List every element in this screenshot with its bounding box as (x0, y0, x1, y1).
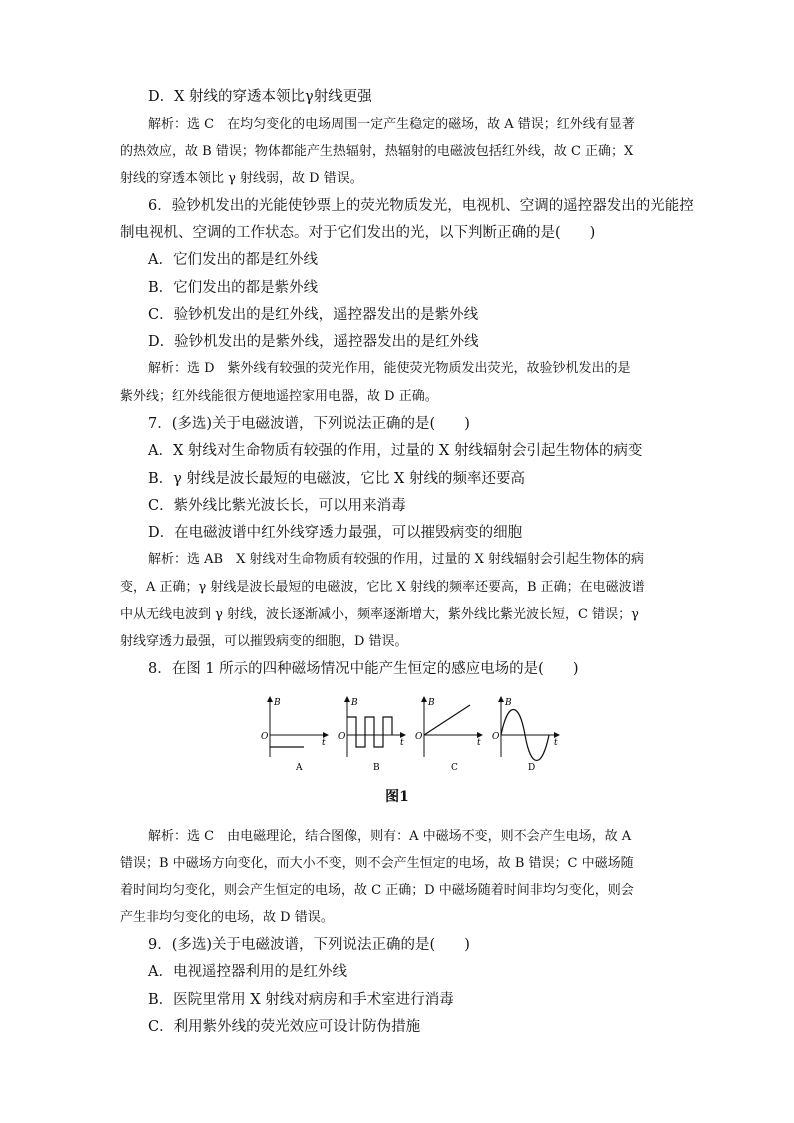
panel-label-c: C (451, 763, 458, 773)
origin-label: O (338, 732, 346, 742)
text-line: 着时间均匀变化，则会产生恒定的电场，故 C 正确；D 中磁场随着时间非均匀变化，则会 (120, 883, 634, 898)
text-line: C．验钞机发出的是红外线，遥控器发出的是紫外线 (148, 307, 479, 323)
panel-label-d: D (528, 763, 536, 773)
text-line: 6．验钞机发出的光能使钞票上的荧光物质发光，电视机、空调的遥控器发出的光能控 (148, 198, 694, 214)
text-line: B．医院里常用 X 射线对病房和手术室进行消毒 (148, 992, 454, 1008)
axis-label-b: B (274, 698, 281, 708)
graph-panel-c (415, 697, 482, 773)
text-line: C．利用紫外线的荧光效应可设计防伪措施 (148, 1019, 421, 1035)
text-line: 射线的穿透本领比 γ 射线弱，故 D 错误。 (120, 171, 363, 186)
figure-caption: 图1 (385, 789, 409, 805)
text-line: D．X 射线的穿透本领比γ射线更强 (148, 89, 372, 105)
text-line: 9．(多选)关于电磁波谱，下列说法正确的是( ) (148, 937, 470, 953)
text-line: B．γ 射线是波长最短的电磁波，它比 X 射线的频率还要高 (148, 471, 525, 487)
text-line: A．它们发出的都是红外线 (148, 252, 318, 268)
axis-label-t: t (322, 738, 326, 748)
text-line: B．它们发出的都是紫外线 (148, 280, 319, 296)
text-line: 解析：选 D 紫外线有较强的荧光作用，能使荧光物质发出荧光，故验钞机发出的是 (148, 361, 631, 376)
text-line: 紫外线；红外线能很方便地遥控家用电器，故 D 正确。 (120, 389, 438, 404)
axis-label-b: B (351, 698, 358, 708)
text-line: 7．(多选)关于电磁波谱，下列说法正确的是( ) (148, 416, 470, 432)
graph-panel-a (261, 697, 328, 773)
text-line: 中从无线电波到 γ 射线，波长逐渐减小，频率逐渐增大，紫外线比紫光波长短，C 错误；γ (120, 607, 639, 622)
text-line: 的热效应，故 B 错误；物体都能产生热辐射，热辐射的电磁波包括红外线，故 C 正确；X (120, 144, 634, 159)
axis-label-b: B (428, 698, 435, 708)
text-line: 错误；B 中磁场方向变化，而大小不变，则不会产生恒定的电场，故 B 错误；C 中磁场随 (120, 856, 634, 871)
text-line: 8．在图 1 所示的四种磁场情况中能产生恒定的感应电场的是( ) (148, 661, 579, 677)
text-line: 解析：选 AB X 射线对生命物质有较强的作用，过量的 X 射线辐射会引起生物体的病 (148, 552, 644, 567)
text-line: D．验钞机发出的是紫外线，遥控器发出的是红外线 (148, 334, 479, 350)
text-line: 制电视机、空调的工作状态。对于它们发出的光，以下判断正确的是( ) (120, 225, 596, 241)
graph-panel-b (338, 697, 405, 773)
text-line: C．紫外线比紫光波长长，可以用来消毒 (148, 498, 406, 514)
text-line: A．电视遥控器利用的是红外线 (148, 964, 347, 980)
origin-label: O (415, 732, 423, 742)
text-line: 射线穿透力最强，可以摧毁病变的细胞，D 错误。 (120, 634, 408, 649)
graph-panel-d (492, 697, 559, 773)
origin-label: O (261, 732, 269, 742)
origin-label: O (492, 732, 500, 742)
text-line: 变，A 正确；γ 射线是波长最短的电磁波，它比 X 射线的频率还要高，B 正确；在电磁波谱 (120, 580, 645, 595)
text-line: D．在电磁波谱中红外线穿透力最强，可以摧毁病变的细胞 (148, 525, 523, 541)
axis-label-b: B (505, 698, 512, 708)
axis-label-t: t (400, 738, 404, 748)
axis-label-t: t (554, 738, 558, 748)
panel-label-a: A (296, 763, 303, 773)
axis-label-t: t (477, 738, 481, 748)
text-line: A．X 射线对生命物质有较强的作用，过量的 X 射线辐射会引起生物体的病变 (148, 443, 643, 459)
text-line: 解析：选 C 由电磁理论，结合图像，则有：A 中磁场不变，则不会产生电场，故 A (148, 829, 632, 844)
text-line: 解析：选 C 在均匀变化的电场周围一定产生稳定的磁场，故 A 错误；红外线有显著 (148, 117, 635, 132)
panel-label-b: B (373, 763, 380, 773)
text-line: 产生非均匀变化的电场，故 D 错误。 (120, 910, 334, 925)
